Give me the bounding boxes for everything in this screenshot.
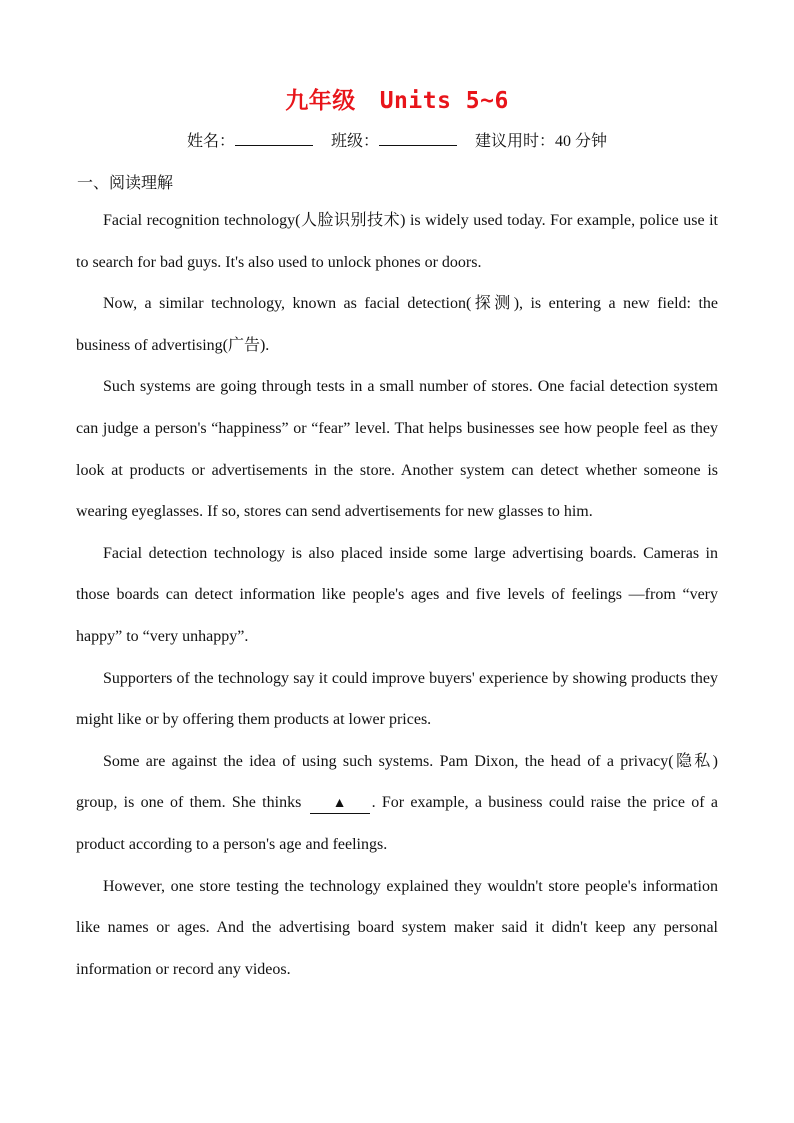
class-label: 班级： (330, 133, 379, 150)
passage-paragraph-6 (76, 741, 718, 866)
student-info-line (0, 128, 794, 151)
passage-paragraph-5: Supporters of the technology say it could improve buyers' experience by showing products they might like or by offering them products at lower prices. (76, 669, 718, 729)
page-title (0, 82, 794, 115)
paragraph-6-text-before: Some are against the idea of using such systems. Pam Dixon, the head of a privacy(隐私) group, is one of them. She thinks (76, 752, 718, 812)
answer-blank-triangle-icon[interactable]: ▲ (310, 795, 370, 814)
passage-paragraph-4: Facial detection technology is also placed inside some large advertising boards. Cameras in those boards can detect information like people's ages and five levels of feelings —from “very happy” to “very unhappy”. (76, 544, 718, 645)
name-blank[interactable] (235, 131, 313, 146)
name-label: 姓名： (186, 133, 235, 150)
section-heading: 一、阅读理解 (77, 175, 174, 192)
passage-paragraph-3: Such systems are going through tests in a small number of stores. One facial detection system can judge a person's “happiness” or “fear” level. That helps businesses see how people feel as they look at products or advertisements in the store. Another system can detect whether someone is wearing eyeglasses. If so, stores can send advertisements for new glasses to him. (76, 378, 718, 521)
passage-paragraph-1: Facial recognition technology(人脸识别技术) is widely used today. For example, police use it to search for bad guys. It's also used to unlock phones or doors. (76, 212, 718, 271)
passage-paragraph-2: Now, a similar technology, known as facial detection(探测), is entering a new field: the business of advertising(广告). (76, 295, 718, 354)
title-units: Units 5~6 (379, 88, 509, 114)
reading-passage (76, 200, 718, 990)
title-grade: 九年级 (285, 88, 356, 114)
passage-paragraph-7: However, one store testing the technology explained they wouldn't store people's information like names or ages. And the advertising board system maker said it didn't keep any personal information or record any videos. (76, 877, 718, 978)
time-label: 建议用时：40 分钟 (475, 133, 608, 150)
class-blank[interactable] (379, 131, 457, 146)
paragraph-6-text-after: . For example, a business could raise the price of a product according to a person's age and feelings. (76, 794, 719, 853)
